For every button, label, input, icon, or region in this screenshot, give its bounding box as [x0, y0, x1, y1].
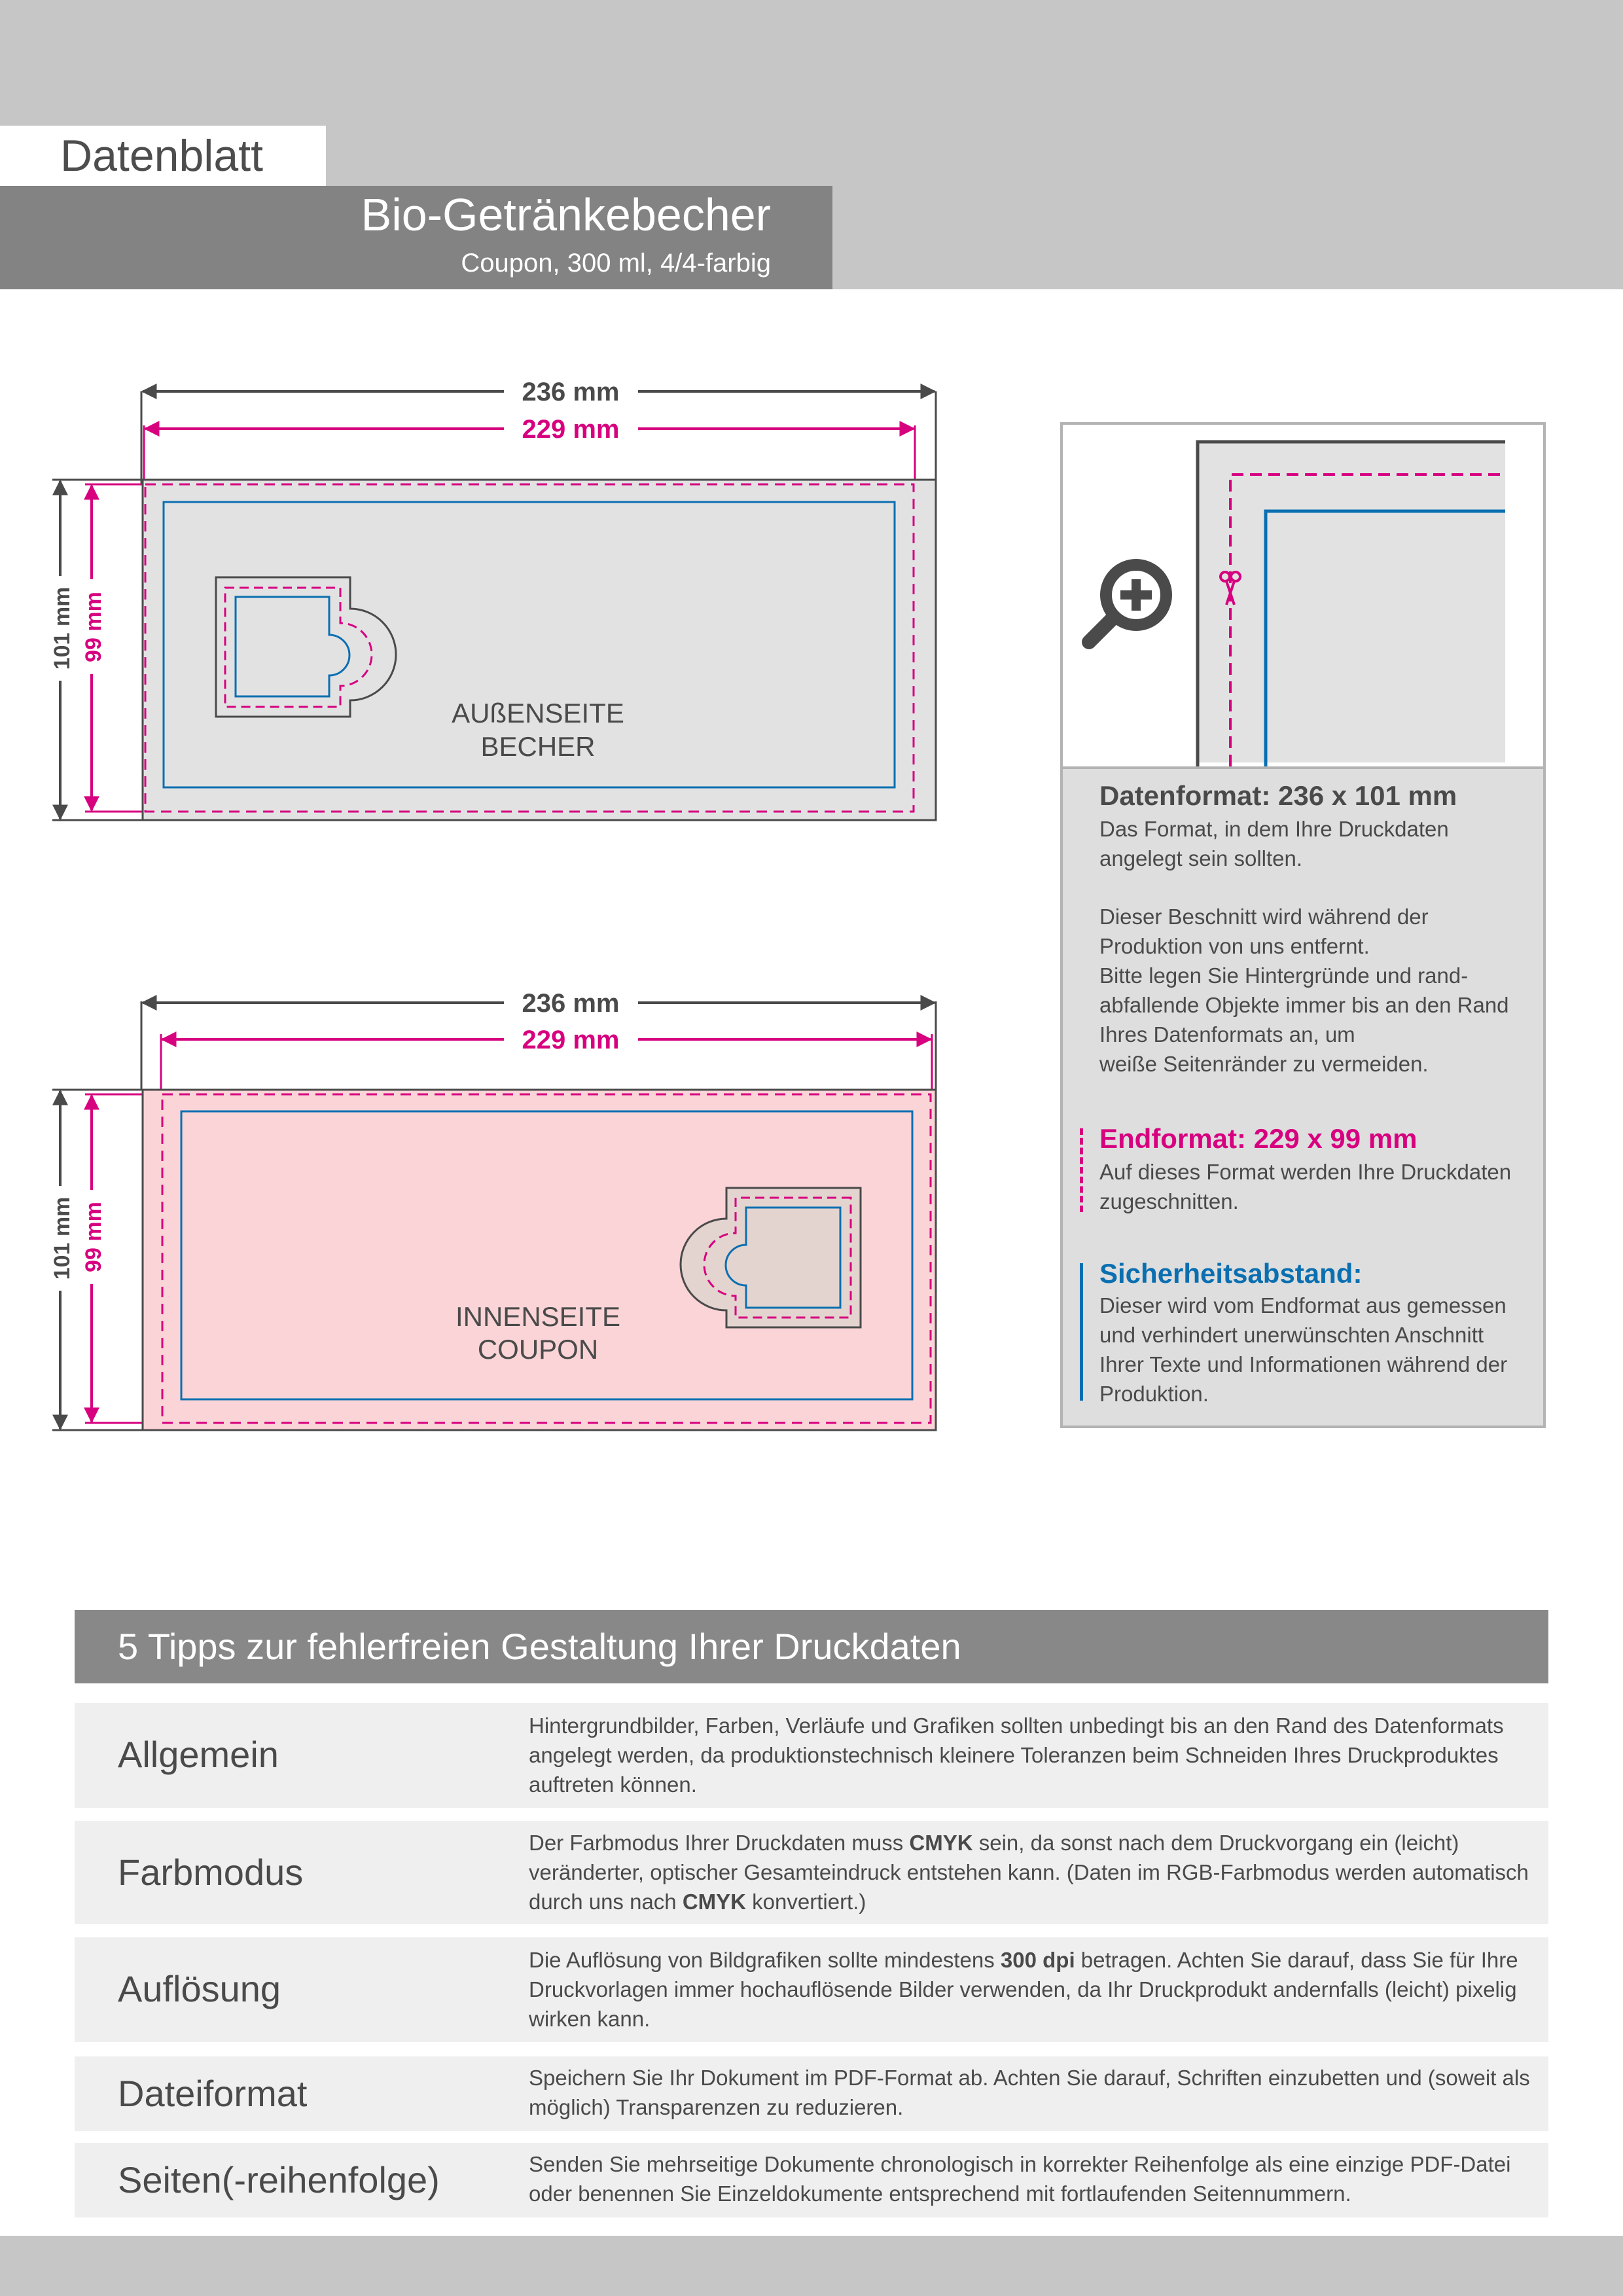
- outer-side-label-line2: BECHER: [480, 731, 596, 762]
- tip-text: [529, 2063, 1537, 2122]
- height-total-label: 101 mm: [50, 586, 75, 670]
- tip-text-segment: konvertiert.): [746, 1890, 866, 1914]
- tip-row-allgemein: [75, 1703, 1548, 1808]
- tip-label: Auflösung: [118, 1968, 281, 2009]
- document-label: Datenblatt: [60, 131, 263, 181]
- data-format-area: [143, 480, 936, 820]
- width-final-label: 229 mm: [522, 415, 620, 444]
- tip-text-emphasis: 300 dpi: [1000, 1948, 1075, 1972]
- outer-side-label-line1: AUßENSEITE: [452, 698, 624, 728]
- tip-text-segment: betragen. Achten Sie darauf, dass Sie für Ihre Druckvorlagen immer hochauflösende Bilder verwenden, da Ihr Druckprodukt andernfalls (leicht) pixelig wirken kann.: [529, 1948, 1518, 2031]
- tip-text-segment: Die Auflösung von Bildgrafiken sollte mindestens: [529, 1948, 1001, 1972]
- diagram-outer-cup: [50, 378, 936, 820]
- width-total-label: 236 mm: [522, 989, 620, 1018]
- zoom-detail: [1063, 425, 1543, 769]
- width-total-label: 236 mm: [522, 378, 620, 406]
- endformat-heading: Endformat: 229 x 99 mm: [1099, 1123, 1418, 1154]
- tip-label: Seiten(-reihenfolge): [118, 2159, 440, 2200]
- tip-text-segment: Speichern Sie Ihr Dokument im PDF-Format ab. Achten Sie darauf, Schriften einzubetten und (soweit als möglich) Transparenzen zu reduzieren.: [529, 2066, 1530, 2119]
- datenformat-heading: Datenformat: 236 x 101 mm: [1099, 780, 1457, 811]
- tip-row-seiten: [75, 2143, 1548, 2217]
- endformat-marker: [1080, 1128, 1083, 1212]
- magnifier-plus-icon: [1089, 565, 1166, 642]
- tip-label: Farbmodus: [118, 1852, 304, 1893]
- inner-side-label-line1: INNENSEITE: [455, 1301, 621, 1332]
- zoom-detail-graphic: [1063, 425, 1543, 766]
- tips-title: 5 Tipps zur fehlerfreien Gestaltung Ihrer Druckdaten: [118, 1626, 961, 1667]
- tip-text-emphasis: CMYK: [909, 1831, 973, 1855]
- tip-text-segment: sein, da sonst nach dem Druckvorgang ein (leicht) veränderter, optischer Gesamteindruck entstehen kann. (Daten im RGB-Farbmodus werden automatisch durch uns nach: [529, 1831, 1529, 1914]
- diagram-inner-coupon: [50, 989, 936, 1430]
- tip-label: Allgemein: [118, 1734, 279, 1775]
- tip-text: [529, 2149, 1537, 2208]
- page-title: Bio-Getränkebecher: [361, 189, 771, 240]
- endformat-description: Auf dieses Format werden Ihre Druckdaten zugeschnitten.: [1099, 1160, 1512, 1213]
- tip-text-emphasis: CMYK: [682, 1890, 746, 1914]
- safety-margin-heading: Sicherheitsabstand:: [1099, 1258, 1363, 1289]
- tip-text: [529, 1711, 1537, 1799]
- safety-margin-marker: [1080, 1263, 1083, 1401]
- tip-label: Dateiformat: [118, 2073, 308, 2114]
- tip-row-dateiformat: [75, 2056, 1548, 2131]
- height-final-label: 99 mm: [81, 1202, 106, 1272]
- height-final-label: 99 mm: [81, 592, 106, 662]
- datenformat-description: Das Format, in dem Ihre Druckdaten angelegt sein sollten.: [1099, 817, 1449, 870]
- height-total-label: 101 mm: [50, 1196, 75, 1280]
- inner-side-label-line2: COUPON: [477, 1334, 599, 1365]
- safety-margin-description: Dieser wird vom Endformat aus gemessen und verhindert unerwünschten Anschnitt Ihrer Texte und Informationen während der Produktion.: [1099, 1293, 1508, 1406]
- tip-text-segment: Hintergrundbilder, Farben, Verläufe und Grafiken sollten unbedingt bis an den Rand des Datenformats angelegt werden, da produktionstechnisch kleinere Toleranzen beim Schneiden Ihres Druckproduktes auftreten können.: [529, 1713, 1504, 1797]
- tip-row-farbmodus: [75, 1821, 1548, 1924]
- width-final-label: 229 mm: [522, 1026, 620, 1054]
- tip-text-segment: Der Farbmodus Ihrer Druckdaten muss: [529, 1831, 910, 1855]
- datenformat-note: Dieser Beschnitt wird während der Produktion von uns entfernt. Bitte legen Sie Hintergründe und rand- abfallende Objekte immer bis an den Rand Ihres Datenformats an, um weiße Seitenränder zu vermeiden.: [1099, 905, 1509, 1076]
- bottom-band: [0, 2236, 1623, 2296]
- tip-text: [529, 1945, 1537, 2034]
- tip-text-segment: Senden Sie mehrseitige Dokumente chronologisch in korrekter Reihenfolge als eine einzige PDF-Datei oder benennen Sie Einzeldokumente entsprechend mit fortlaufenden Seitennummern.: [529, 2152, 1511, 2206]
- tip-text: [529, 1828, 1537, 1916]
- tip-row-aufloesung: [75, 1937, 1548, 2042]
- page-subtitle: Coupon, 300 ml, 4/4-farbig: [461, 249, 771, 278]
